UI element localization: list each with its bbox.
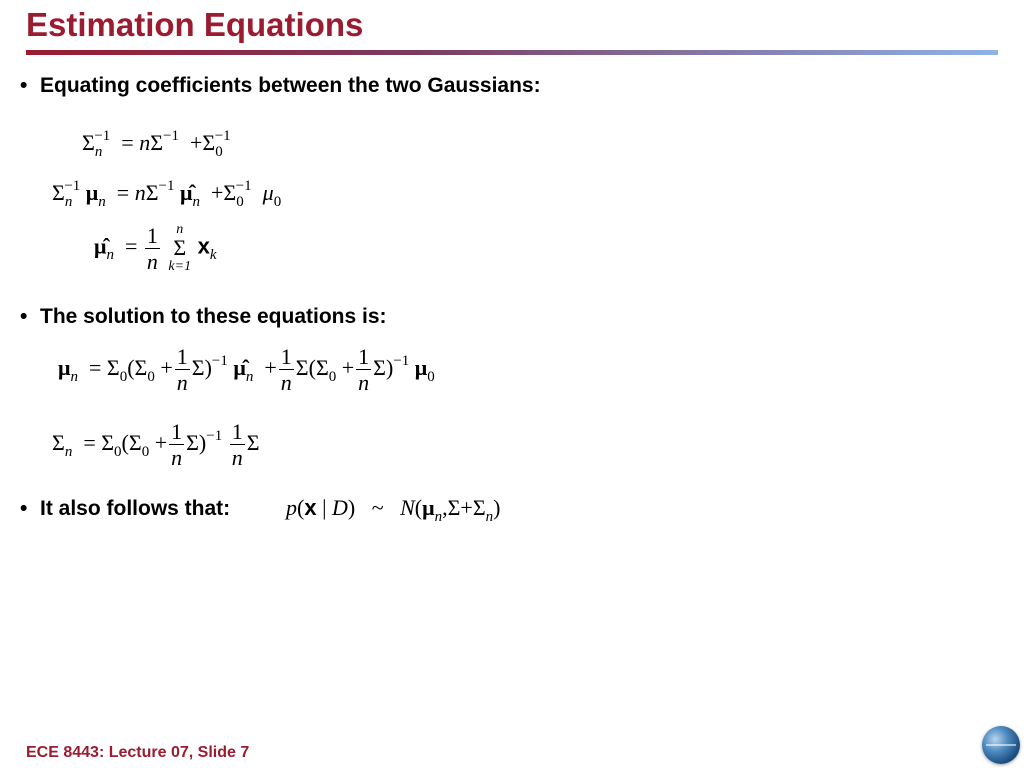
slide-footer: ECE 8443: Lecture 07, Slide 7 [26,744,250,761]
bullet-2: • The solution to these equations is: [20,305,387,328]
equation-posterior-mean: $\mu_n = \Sigma_0(\Sigma_0$ + $\frac{1}{n}$ Σ)$^{-1}$ $\mû_n$ + $\frac{1}{n}$ $\Sigma(\Sigma_0$ + $\frac{1}{n}$ Σ)$^{-1}$ $\mu_0$ [58,344,435,396]
globe-logo-icon [982,726,1020,764]
bullet-1: • Equating coefficients between the two Gaussians: [20,74,541,97]
slide-title: Estimation Equations [26,6,364,43]
equation-precision: $\Sigma_n^{-1} = n\Sigma^{-1} +\Sigma_0^{-1}$ [82,128,231,160]
equation-sample-mean: $\mû_n$ = $\frac{1}{n}$ n Σ k=1 $x_k$ [94,222,217,275]
equation-predictive: p(x | D) ~ $N(\mu_n,\Sigma+\Sigma_n)$ [286,495,501,525]
bullet-1-text: Equating coefficients between the two Gaussians: [40,74,541,97]
equation-posterior-covariance: $\Sigma_n = \Sigma_0(\Sigma_0$ + $\frac{1}{n}$ Σ)$^{-1}$ $\frac{1}{n}$ Σ [52,419,260,471]
bullet-3: • It also follows that: [20,497,231,520]
equation-mean-combination: $\Sigma_n^{-1}$ $\mu_n = n\Sigma^{-1}$ $\mû_n +\Sigma_0^{-1}$ $\mu_0$ [52,178,282,210]
bullet-3-text: It also follows that: [40,497,231,520]
title-rule [26,50,998,55]
bullet-2-text: The solution to these equations is: [40,305,387,328]
